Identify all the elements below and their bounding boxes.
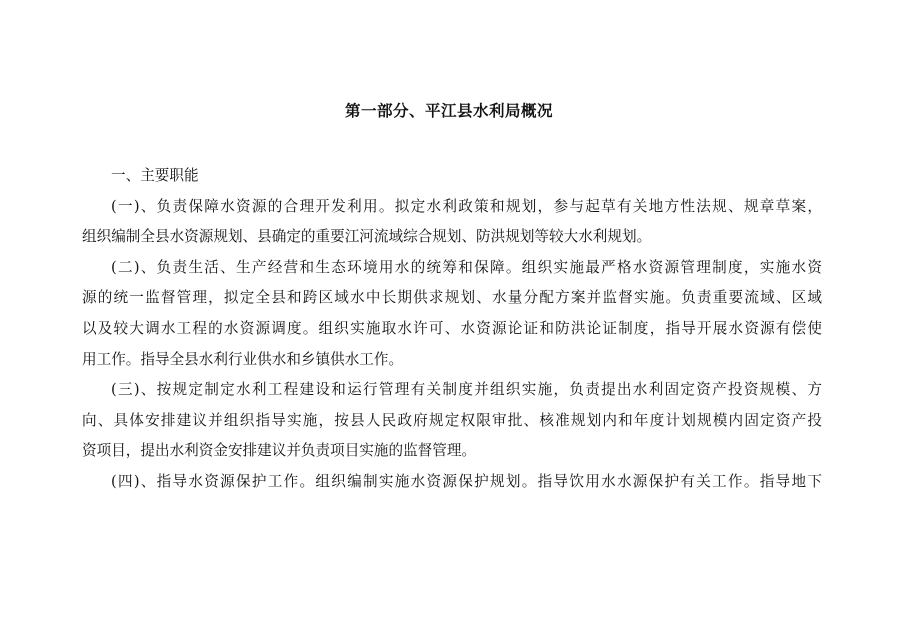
paragraph-line: (四)、指导水资源保护工作。组织编制实施水资源保护规划。指导饮用水水源保护有关工作。指导地下 — [111, 472, 822, 490]
paragraph-line: 资项目，提出水利资金安排建议并负责项目实施的监督管理。 — [82, 442, 477, 460]
paragraph-line: (二)、负责生活、生产经营和生态环境用水的统筹和保障。组织实施最严格水资源管理制度，实施水资 — [111, 258, 822, 276]
document-title: 第一部分、平江县水利局概况 — [344, 102, 553, 120]
paragraph-line: 以及较大调水工程的水资源调度。组织实施取水许可、水资源论证和防洪论证制度，指导开展水资源有偿使 — [82, 319, 822, 337]
paragraph-line: (一)、负责保障水资源的合理开发利用。拟定水利政策和规划，参与起草有关地方性法规、规章草案， — [111, 197, 822, 215]
paragraph-line: 用工作。指导全县水利行业供水和乡镇供水工作。 — [82, 350, 404, 368]
section-heading: 一、主要职能 — [111, 167, 199, 184]
paragraph-line: 组织编制全县水资源规划、县确定的重要江河流域综合规划、防洪规划等较大水利规划。 — [82, 228, 652, 246]
paragraph-4 — [82, 467, 822, 498]
paragraph-line: 源的统一监督管理，拟定全县和跨区域水中长期供求规划、水量分配方案并监督实施。负责重要流域、区域 — [82, 289, 822, 307]
paragraph-2 — [82, 253, 822, 375]
paragraph-line: 向、具体安排建议并组织指导实施，按县人民政府规定权限审批、核准规划内和年度计划规模内固定资产投 — [82, 411, 822, 429]
paragraph-line: (三)、按规定制定水利工程建设和运行管理有关制度并组织实施，负责提出水利固定资产投资规模、方 — [111, 381, 822, 399]
paragraph-3 — [82, 375, 822, 467]
paragraph-1 — [82, 192, 822, 253]
document-body — [82, 161, 822, 498]
